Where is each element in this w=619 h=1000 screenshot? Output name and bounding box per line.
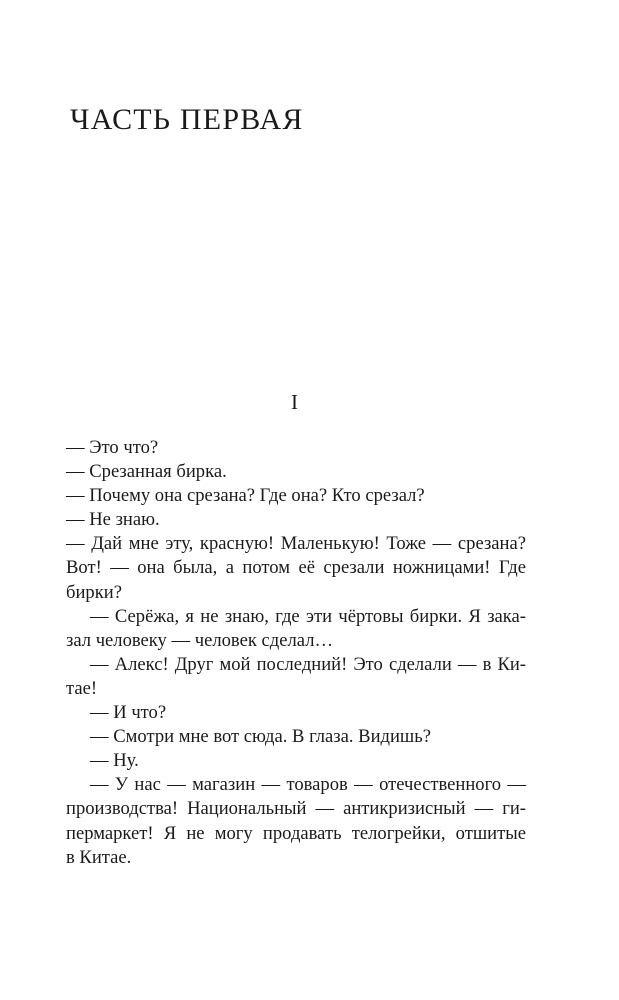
dialogue-text bbox=[66, 436, 526, 870]
text-line: — Серёжа, я не знаю, где эти чёртовы бирки. Я зака- bbox=[90, 605, 526, 627]
text-line: Вот! — она была, а потом её срезали ножницами! Где bbox=[66, 557, 526, 579]
text-line: — Смотри мне вот сюда. В глаза. Видишь? bbox=[90, 726, 431, 748]
text-line: — Алекс! Друг мой последний! Это сделали — в Ки- bbox=[90, 653, 526, 675]
text-line: — Почему она срезана? Где она? Кто срезал? bbox=[66, 485, 425, 507]
part-title: ЧАСТЬ ПЕРВАЯ bbox=[70, 103, 304, 136]
text-line: бирки? bbox=[66, 581, 122, 603]
chapter-number: I bbox=[291, 390, 298, 414]
text-line: — Срезанная бирка. bbox=[66, 461, 227, 483]
text-line: — Это что? bbox=[66, 437, 159, 458]
text-line: зал человеку — человек сделал… bbox=[66, 629, 334, 651]
text-line: производства! Национальный — антикризисный — ги- bbox=[66, 798, 526, 820]
text-line: в Китае. bbox=[66, 846, 132, 868]
text-line: — Не знаю. bbox=[66, 509, 160, 531]
text-line: пермаркет! Я не могу продавать телогрейки, отшитые bbox=[66, 822, 526, 844]
text-line: — Ну. bbox=[90, 750, 139, 772]
text-line: тае! bbox=[66, 677, 98, 699]
text-line: — У нас — магазин — товаров — отечественного — bbox=[90, 774, 526, 796]
text-line: — И что? bbox=[90, 702, 167, 724]
text-line: — Дай мне эту, красную! Маленькую! Тоже — срезана? bbox=[66, 533, 526, 555]
